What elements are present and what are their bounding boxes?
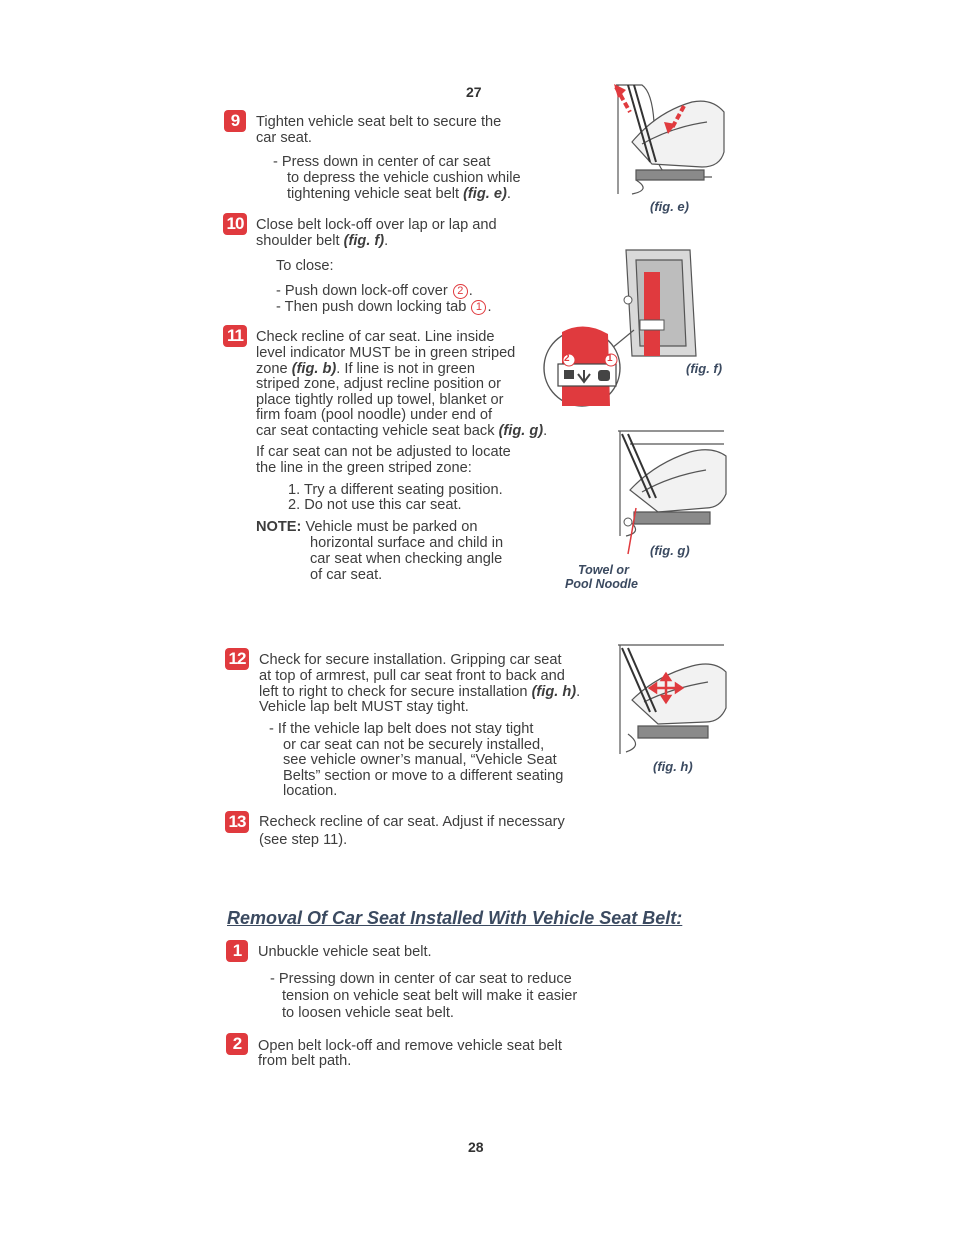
step-10-text: shoulder belt (fig. f). — [256, 233, 389, 249]
step-11-note: NOTE: Vehicle must be parked on — [256, 519, 478, 535]
removal-step-1-bullet: tension on vehicle seat belt will make it easier — [282, 988, 578, 1004]
step-9-badge: 9 — [224, 110, 246, 132]
step-12-bullet: or car seat can not be securely installed, — [283, 737, 545, 753]
step-9-bullet: tightening vehicle seat belt (fig. e). — [287, 186, 511, 202]
step-11-badge: 11 — [223, 325, 247, 347]
figure-h-caption: (fig. h) — [653, 759, 693, 774]
step-11-text: striped zone, adjust recline position or — [256, 376, 501, 392]
step-11-text: Check recline of car seat. Line inside — [256, 329, 495, 345]
figure-g-towel-illustration — [614, 428, 732, 540]
figure-g-caption: (fig. g) — [650, 543, 690, 558]
step-12-bullet: - If the vehicle lap belt does not stay tight — [269, 721, 534, 737]
marker-1: 1 — [471, 300, 486, 315]
removal-step-2-badge: 2 — [226, 1033, 248, 1055]
step-11-note: horizontal surface and child in — [310, 535, 504, 551]
step-10-bullet: - Push down lock-off cover 2 . — [276, 283, 473, 299]
step-11-note: car seat when checking angle — [310, 551, 503, 567]
step-11-note: of car seat. — [310, 567, 383, 583]
step-11-text: firm foam (pool noodle) under end of — [256, 407, 493, 423]
step-11-option: 2. Do not use this car seat. — [288, 497, 462, 513]
marker-2: 2 — [453, 284, 468, 299]
figure-f-caption: (fig. f) — [686, 361, 723, 376]
figure-g-label: Towel or — [578, 563, 629, 577]
step-11-text: car seat contacting vehicle seat back (fig. g). — [256, 423, 548, 439]
figure-e-car-seat-illustration — [612, 82, 732, 197]
step-10-text: Close belt lock-off over lap or lap and — [256, 217, 497, 233]
removal-step-1-badge: 1 — [226, 940, 248, 962]
page-number-bottom: 28 — [468, 1139, 484, 1155]
step-12-bullet: see vehicle owner’s manual, “Vehicle Seat — [283, 752, 557, 768]
step-12-text: Check for secure installation. Gripping car seat — [259, 652, 562, 668]
removal-step-1-bullet: to loosen vehicle seat belt. — [282, 1005, 454, 1021]
figure-f-lock-off-illustration — [540, 246, 700, 411]
step-10-bullet: - Then push down locking tab 1 . — [276, 299, 492, 315]
step-11-option: 1. Try a different seating position. — [288, 482, 503, 498]
step-13-badge: 13 — [225, 811, 249, 833]
step-9-text: Tighten vehicle seat belt to secure the — [256, 114, 502, 130]
step-10-subheading: To close: — [276, 258, 334, 274]
removal-step-2-text: Open belt lock-off and remove vehicle seat belt — [258, 1038, 562, 1054]
step-9-bullet: to depress the vehicle cushion while — [287, 170, 521, 186]
figure-f-marker-2: 2 — [564, 353, 570, 364]
removal-step-1-text: Unbuckle vehicle seat belt. — [258, 944, 432, 960]
step-11-text: place tightly rolled up towel, blanket or — [256, 392, 504, 408]
step-11-text: zone (fig. b). If line is not in green — [256, 361, 476, 377]
page-number-top: 27 — [466, 84, 482, 100]
step-9-bullet: - Press down in center of car seat — [273, 154, 491, 170]
step-13-text: (see step 11). — [259, 832, 348, 848]
removal-heading: Removal Of Car Seat Installed With Vehicle Seat Belt: — [227, 908, 683, 928]
step-12-text: Vehicle lap belt MUST stay tight. — [259, 699, 469, 715]
step-12-text: left to right to check for secure installation (fig. h). — [259, 684, 581, 700]
step-11-text: If car seat can not be adjusted to locate — [256, 444, 511, 460]
figure-h-secure-check-illustration — [614, 642, 734, 757]
figure-e-caption: (fig. e) — [650, 199, 689, 214]
step-13-text: Recheck recline of car seat. Adjust if necessary — [259, 814, 565, 830]
step-10-badge: 10 — [223, 213, 247, 235]
removal-step-1-bullet: - Pressing down in center of car seat to reduce — [270, 971, 572, 987]
figure-f-marker-1: 1 — [607, 353, 613, 364]
step-11-text: the line in the green striped zone: — [256, 460, 472, 476]
step-12-bullet: location. — [283, 783, 338, 799]
step-12-bullet: Belts” section or move to a different seating — [283, 768, 564, 784]
step-12-badge: 12 — [225, 648, 249, 670]
step-11-text: level indicator MUST be in green striped — [256, 345, 516, 361]
figure-g-label: Pool Noodle — [565, 577, 638, 591]
step-12-text: at top of armrest, pull car seat front to back and — [259, 668, 565, 684]
removal-step-2-text: from belt path. — [258, 1053, 352, 1069]
step-9-text: car seat. — [256, 130, 312, 146]
